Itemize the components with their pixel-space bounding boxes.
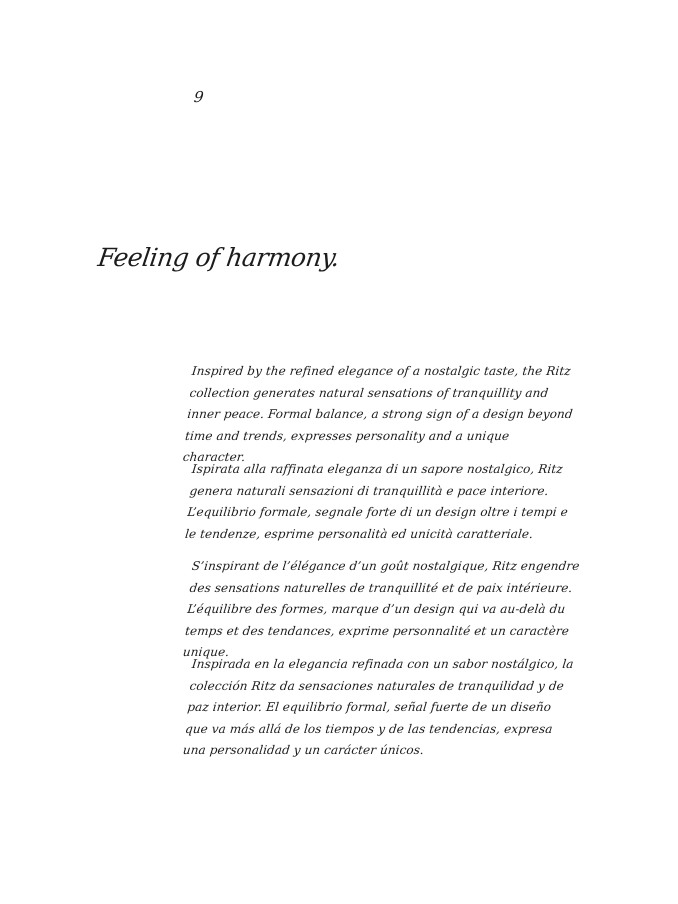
paragraph-italian: Ispirata alla raffinata eleganza di un sapore nostalgico, Ritz genera naturali sensazioni di tranquillità e pace interiore. L’equilibrio formale, segnale forte di un design oltre i tempi e le tendenze, esprime personalità ed unicità caratteriale. [184,462,569,541]
paragraph-french: S’inspirant de l’élégance d’un goût nostalgique, Ritz engendre des sensations naturelles de tranquillité et de paix intérieure. L’équilibre des formes, marque d’un design qui va au-delà du temps et des tendances, exprime personnalité et un caractère unique. [182,559,581,659]
paragraph-english: Inspired by the refined elegance of a nostalgic taste, the Ritz collection generates natural sensations of tranquillity and inner peace. Formal balance, a strong sign of a design beyond time and trends, expresses personality and a unique character. [182,364,574,464]
page-title: Feeling of harmony. [96,243,342,272]
paragraph-spanish: Inspirada en la elegancia refinada con un sabor nostálgico, la colección Ritz da sensaciones naturales de tranquilidad y de paz interior. El equilibrio formal, señal fuerte de un diseño que va más allá de los tiempos y de las tendencias, expresa una personalidad y un carácter únicos. [182,657,575,757]
page-number: 9 [193,88,205,106]
